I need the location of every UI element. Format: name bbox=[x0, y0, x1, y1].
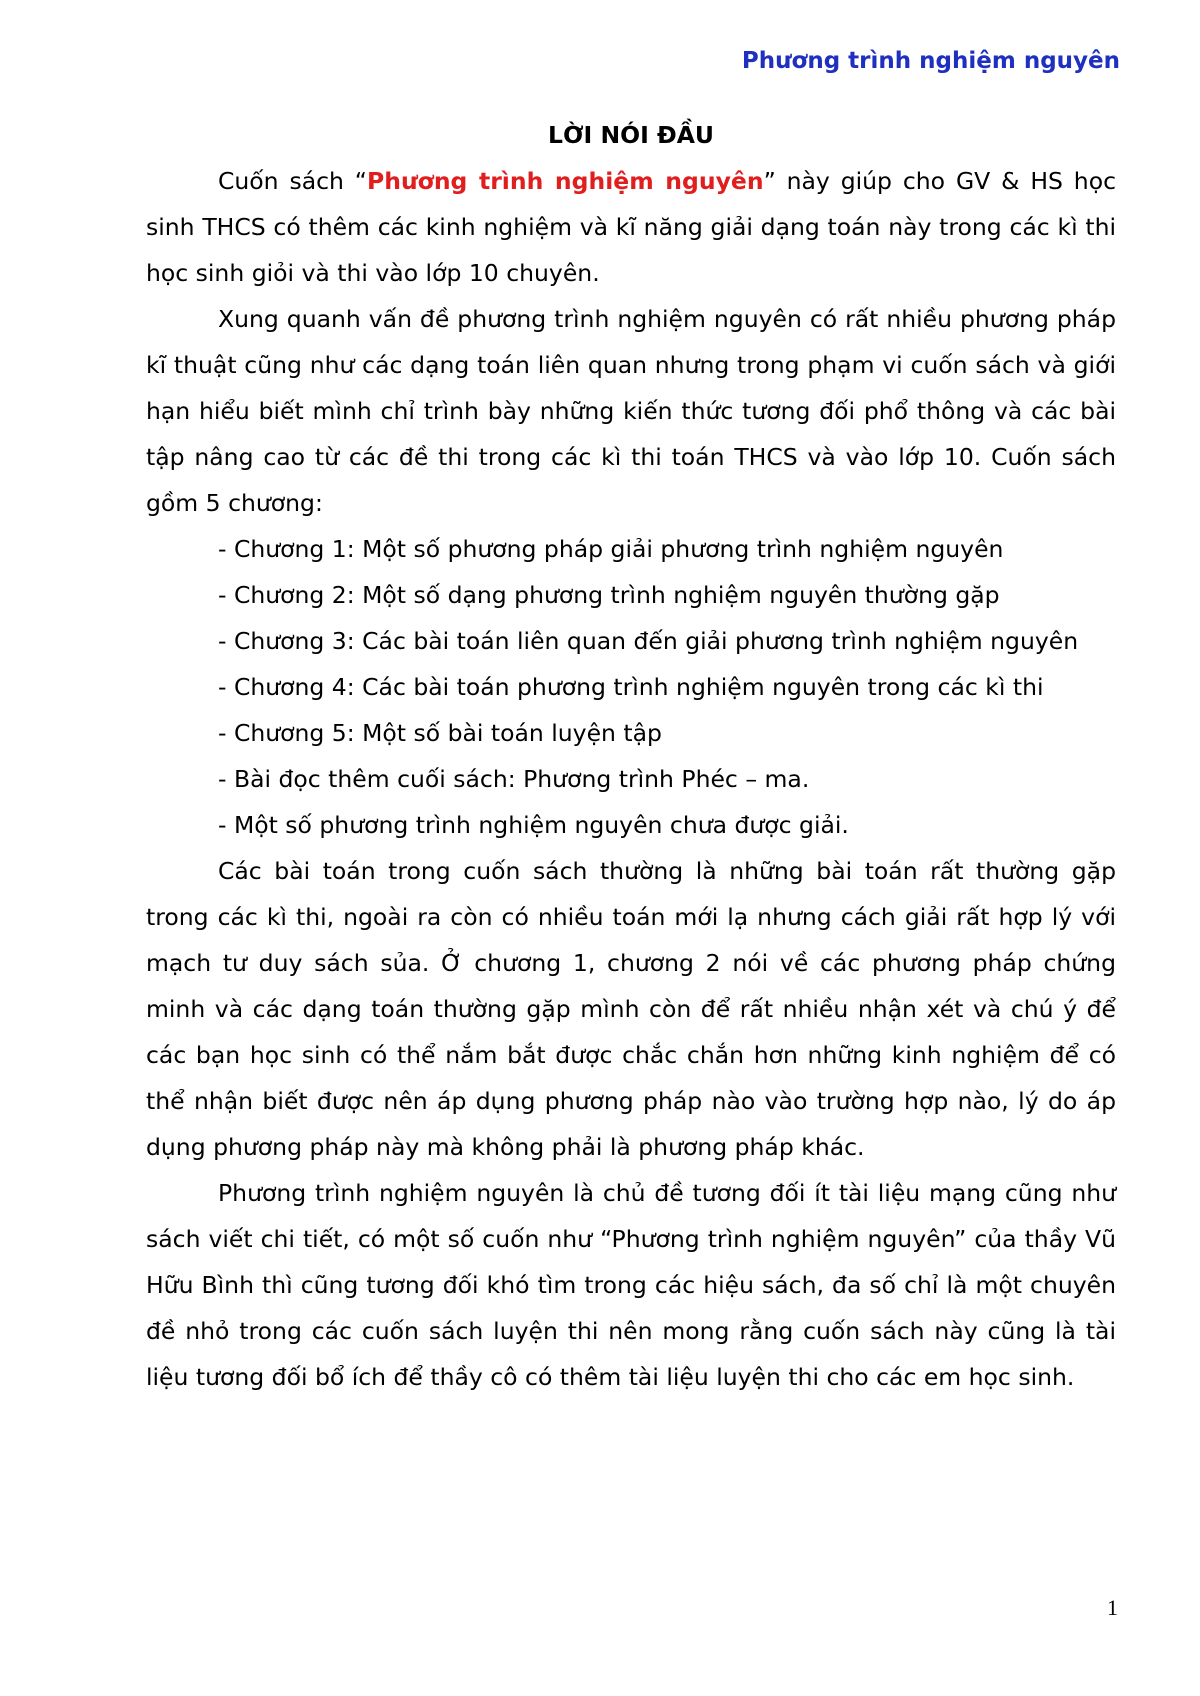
page-title: LỜI NÓI ĐẦU bbox=[548, 121, 714, 149]
intro-text-after: ” này giúp cho GV & HS học sinh THCS có thêm các kinh nghiệm và kĩ năng giải dạng toán này trong các kì thi học sinh giỏi và thi vào lớp 10 chuyên. bbox=[146, 167, 1117, 287]
document-body bbox=[146, 112, 1116, 1400]
intro-text-before: Cuốn sách “ bbox=[218, 167, 367, 195]
chapter-list-item-2: - Chương 2: Một số dạng phương trình nghiệm nguyên thường gặp bbox=[218, 581, 1000, 609]
book-title-highlight: Phương trình nghiệm nguyên bbox=[367, 167, 764, 195]
chapter-list-item-4: - Chương 4: Các bài toán phương trình nghiệm nguyên trong các kì thi bbox=[218, 673, 1044, 701]
paragraph-scope: Xung quanh vấn đề phương trình nghiệm nguyên có rất nhiều phương pháp kĩ thuật cũng như các dạng toán liên quan nhưng trong phạm vi cuốn sách và giới hạn hiểu biết mình chỉ trình bày những kiến thức tương đối phổ thông và các bài tập nâng cao từ các đề thi trong các kì thi toán THCS và vào lớp 10. Cuốn sách gồm 5 chương: bbox=[146, 305, 1116, 517]
paragraph-resources: Phương trình nghiệm nguyên là chủ đề tương đối ít tài liệu mạng cũng như sách viết chi tiết, có một số cuốn như “Phương trình nghiệm nguyên” của thầy Vũ Hữu Bình thì cũng tương đối khó tìm trong các hiệu sách, đa số chỉ là một chuyên đề nhỏ trong các cuốn sách luyện thi nên mong rằng cuốn sách này cũng là tài liệu tương đối bổ ích để thầy cô có thêm tài liệu luyện thi cho các em học sinh. bbox=[146, 1179, 1116, 1391]
intro-paragraph bbox=[146, 158, 1116, 296]
paragraph-problems: Các bài toán trong cuốn sách thường là những bài toán rất thường gặp trong các kì thi, ngoài ra còn có nhiều toán mới lạ nhưng cách giải rất hợp lý với mạch tư duy sách sủa. Ở chương 1, chương 2 nói về các phương pháp chứng minh và các dạng toán thường gặp mình còn để rất nhiều nhận xét và chú ý để các bạn học sinh có thể nắm bắt được chắc chắn hơn những kinh nghiệm để có thể nhận biết được nên áp dụng phương pháp nào vào trường hợp nào, lý do áp dụng phương pháp này mà không phải là phương pháp khác. bbox=[146, 857, 1116, 1161]
running-header-title: Phương trình nghiệm nguyên bbox=[741, 48, 1120, 74]
list-item-unsolved: - Một số phương trình nghiệm nguyên chưa được giải. bbox=[218, 811, 849, 839]
chapter-list-item-3: - Chương 3: Các bài toán liên quan đến giải phương trình nghiệm nguyên bbox=[218, 627, 1079, 655]
list-item-extra-reading: - Bài đọc thêm cuối sách: Phương trình Phéc – ma. bbox=[218, 765, 810, 793]
chapter-list-item-5: - Chương 5: Một số bài toán luyện tập bbox=[218, 719, 662, 747]
page-number: 1 bbox=[1107, 1595, 1118, 1620]
chapter-list-item-1: - Chương 1: Một số phương pháp giải phương trình nghiệm nguyên bbox=[218, 535, 1004, 563]
